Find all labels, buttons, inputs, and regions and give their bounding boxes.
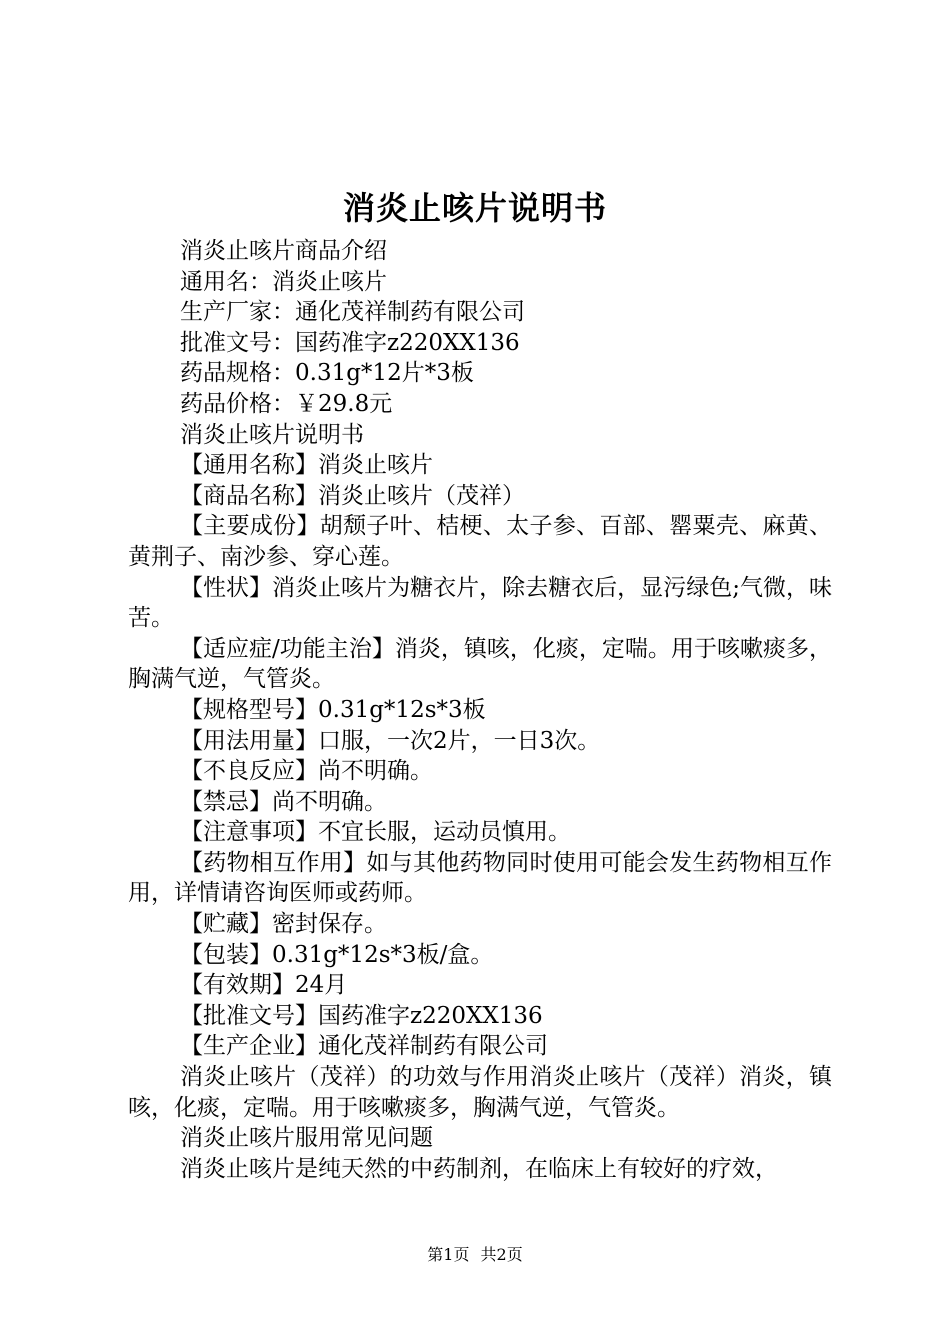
paragraph: 【主要成份】胡颓子叶、桔梗、太子参、百部、罂粟壳、麻黄、黄荆子、南沙参、穿心莲。 [128, 513, 832, 570]
paragraph: 生产厂家：通化茂祥制药有限公司 [180, 299, 525, 326]
paragraph: 通用名：消炎止咳片 [180, 268, 387, 295]
paragraph: 【用法用量】口服，一次2片，一日3次。 [180, 727, 601, 754]
page-number: 第1页 [427, 1245, 470, 1264]
paragraph: 【生产企业】通化茂祥制药有限公司 [180, 1033, 548, 1060]
paragraph: 【商品名称】消炎止咳片（茂祥） [180, 482, 525, 509]
paragraph: 消炎止咳片是纯天然的中药制剂，在临床上有较好的疗效， [180, 1155, 778, 1182]
paragraph: 【禁忌】尚不明确。 [180, 788, 387, 815]
page-count: 共2页 [480, 1245, 523, 1264]
paragraph: 【批准文号】国药准字z220XX136 [180, 1002, 543, 1029]
paragraph: 【适应症/功能主治】消炎，镇咳，化痰，定喘。用于咳嗽痰多，胸满气逆，气管炎。 [128, 635, 832, 693]
paragraph: 【包装】0.31g*12s*3板/盒。 [180, 941, 494, 968]
paragraph: 【通用名称】消炎止咳片 [180, 452, 433, 479]
paragraph: 【性状】消炎止咳片为糖衣片，除去糖衣后，显污绿色;气微，味苦。 [128, 574, 832, 632]
paragraph: 药品价格：￥29.8元 [180, 390, 393, 417]
paragraph: 【注意事项】不宜长服，运动员慎用。 [180, 819, 571, 846]
paragraph: 【药物相互作用】如与其他药物同时使用可能会发生药物相互作用，详情请咨询医师或药师。 [128, 849, 832, 907]
paragraph: 【有效期】24月 [180, 972, 348, 999]
document-title: 消炎止咳片说明书 [342, 189, 607, 227]
paragraph: 【贮藏】密封保存。 [180, 911, 387, 938]
paragraph: 药品规格：0.31g*12片*3板 [180, 360, 474, 387]
paragraph: 消炎止咳片商品介绍 [180, 238, 387, 264]
paragraph: 批准文号：国药准字z220XX136 [180, 329, 520, 356]
paragraph: 消炎止咳片服用常见问题 [180, 1125, 433, 1152]
page-footer [0, 1243, 950, 1267]
paragraph: 【规格型号】0.31g*12s*3板 [180, 696, 486, 723]
paragraph: 消炎止咳片说明书 [180, 421, 364, 448]
document-body [128, 236, 832, 1184]
paragraph: 消炎止咳片（茂祥）的功效与作用消炎止咳片（茂祥）消炎，镇咳，化痰，定喘。用于咳嗽痰多，胸满气逆，气管炎。 [128, 1064, 832, 1121]
paragraph: 【不良反应】尚不明确。 [180, 758, 433, 785]
